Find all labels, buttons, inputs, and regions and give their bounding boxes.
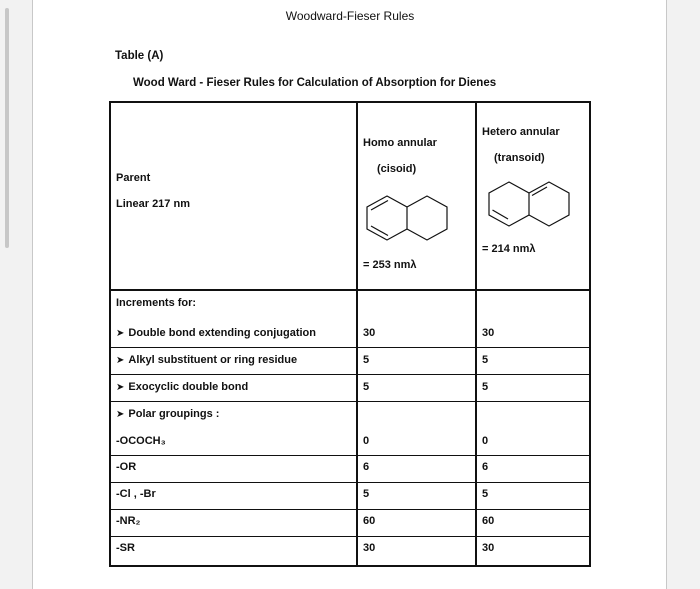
table-column-divider-1: [356, 101, 358, 567]
transoid-diene-structure-icon: [482, 179, 578, 229]
table-row-divider: [109, 374, 591, 375]
increment-label-text: Polar groupings :: [128, 408, 220, 420]
parent-label: Parent: [116, 172, 151, 184]
hetero-annular-increment-value: 30: [482, 327, 495, 339]
table-row-divider: [109, 536, 591, 537]
table-caption: Table (A): [115, 50, 164, 62]
parent-linear-value: Linear 217 nm: [116, 198, 190, 210]
table-border-left: [109, 101, 111, 567]
hetero-annular-increment-value: 5: [482, 488, 489, 500]
hetero-annular-increment-value: 0: [482, 435, 489, 447]
table-column-divider-2: [475, 101, 477, 567]
homo-annular-increment-value: 5: [363, 354, 370, 366]
increment-label-text: -SR: [116, 542, 135, 554]
homo-annular-increment-value: 30: [363, 542, 376, 554]
increment-label: [116, 354, 297, 366]
homo-annular-increment-value: 5: [363, 381, 370, 393]
increment-label-text: -OCOCH₃: [116, 435, 166, 447]
table-row-divider: [109, 509, 591, 510]
homo-annular-increment-value: 6: [363, 461, 370, 473]
increment-label: [116, 408, 219, 420]
table-border-right: [589, 101, 591, 567]
table-row-divider: [109, 401, 591, 402]
homo-annular-increment-value: 30: [363, 327, 376, 339]
increment-label: [116, 461, 136, 473]
hetero-annular-subtitle: (transoid): [494, 152, 545, 164]
hetero-annular-increment-value: 30: [482, 542, 495, 554]
arrow-bullet-icon: ➤: [116, 355, 125, 366]
homo-annular-value: = 253 nmλ: [363, 259, 417, 271]
table-row-divider: [109, 289, 591, 291]
table-row-divider: [109, 455, 591, 456]
increment-label-text: Alkyl substituent or ring residue: [128, 354, 298, 366]
hetero-annular-value: = 214 nmλ: [482, 243, 536, 255]
table-heading: Wood Ward - Fieser Rules for Calculation of Absorption for Dienes: [133, 77, 497, 89]
increment-label-text: Exocyclic double bond: [128, 381, 249, 393]
arrow-bullet-icon: ➤: [116, 328, 125, 339]
increment-label-text: -Cl , -Br: [116, 488, 156, 500]
hetero-annular-title: Hetero annular: [482, 126, 560, 138]
homo-annular-increment-value: 0: [363, 435, 370, 447]
arrow-bullet-icon: ➤: [116, 382, 125, 393]
cisoid-diene-structure-icon: [360, 193, 456, 243]
hetero-annular-increment-value: 6: [482, 461, 489, 473]
hetero-annular-increment-value: 5: [482, 354, 489, 366]
increment-label-text: -OR: [116, 461, 137, 473]
increment-label: [116, 488, 156, 500]
document-header-title: Woodward-Fieser Rules: [285, 9, 415, 23]
hetero-annular-increment-value: 60: [482, 515, 495, 527]
increments-header: Increments for:: [116, 297, 197, 309]
scrollbar-track[interactable]: [0, 0, 14, 589]
homo-annular-subtitle: (cisoid): [377, 163, 417, 175]
increment-label: [116, 327, 316, 339]
table-border-bottom: [109, 565, 591, 567]
scrollbar-thumb[interactable]: [5, 8, 9, 248]
increment-label-text: -NR₂: [116, 515, 141, 527]
hetero-annular-increment-value: 5: [482, 381, 489, 393]
increment-label: [116, 515, 140, 527]
table-border-top: [109, 101, 591, 103]
table-row-divider: [109, 347, 591, 348]
homo-annular-increment-value: 60: [363, 515, 376, 527]
homo-annular-increment-value: 5: [363, 488, 370, 500]
homo-annular-title: Homo annular: [363, 137, 437, 149]
increment-label-text: Double bond extending conjugation: [128, 327, 316, 339]
arrow-bullet-icon: ➤: [116, 409, 125, 420]
increment-label: [116, 435, 166, 447]
increment-label: [116, 542, 135, 554]
increment-label: [116, 381, 248, 393]
table-row-divider: [109, 482, 591, 483]
